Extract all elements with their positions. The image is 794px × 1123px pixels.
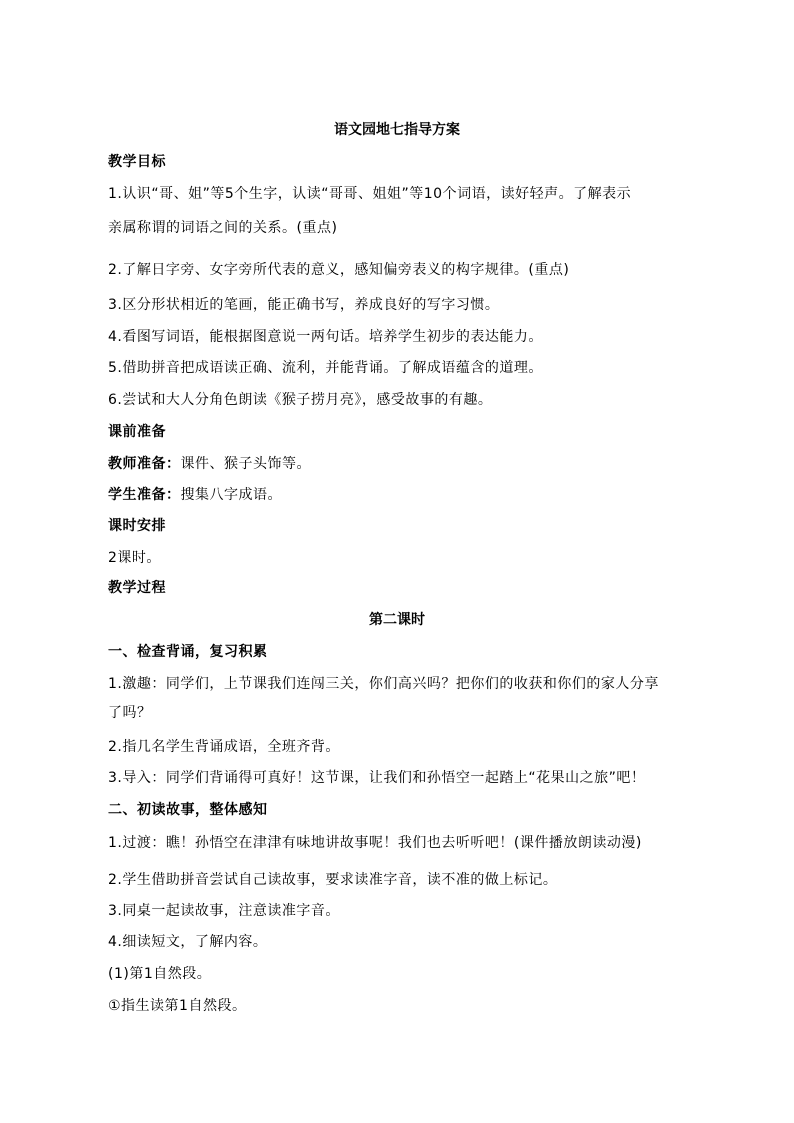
goal-6: 6.尝试和大人分角色朗读《猴子捞月亮》，感受故事的有趣。 <box>108 392 493 408</box>
heading-teaching-goals: 教学目标 <box>108 154 166 170</box>
section-2-item-4: 4.细读短文，了解内容。 <box>108 934 268 950</box>
student-preparation-label: 学生准备： <box>108 487 181 503</box>
section-2-subitem-1: (1)第1自然段。 <box>108 966 212 982</box>
goal-4: 4.看图写词语，能根据图意说一两句话。培养学生初步的表达能力。 <box>108 329 543 345</box>
lesson-title: 第二课时 <box>369 612 425 628</box>
teacher-preparation-text: 课件、猴子头饰等。 <box>180 456 311 472</box>
goal-3: 3.区分形状相近的笔画，能正确书写，养成良好的写字习惯。 <box>108 297 500 313</box>
student-preparation-text: 搜集八字成语。 <box>180 487 282 503</box>
section-1-item-3: 3.导入：同学们背诵得可真好！这节课，让我们和孙悟空一起踏上“花果山之旅”吧！ <box>108 770 646 786</box>
section-2-item-1: 1.过渡：瞧！孙悟空在津津有味地讲故事呢！我们也去听听吧！(课件播放朗读动漫) <box>108 835 642 851</box>
section-1-item-1-line-1: 1.激趣：同学们，上节课我们连闯三关，你们高兴吗？把你们的收获和你们的家人分享 <box>108 676 659 692</box>
heading-teaching-process: 教学过程 <box>108 580 166 596</box>
section-1-item-2: 2.指几名学生背诵成语，全班齐背。 <box>108 739 340 755</box>
heading-schedule: 课时安排 <box>108 518 166 534</box>
schedule-text: 2课时。 <box>108 550 161 566</box>
goal-1-line-1: 1.认识“哥、姐”等5个生字，认读“哥哥、姐姐”等10个词语，读好轻声。了解表示 <box>108 186 632 202</box>
goal-1-line-2: 亲属称谓的词语之间的关系。(重点) <box>108 220 338 236</box>
goal-5: 5.借助拼音把成语读正确、流利，并能背诵。了解成语蕴含的道理。 <box>108 360 543 376</box>
teacher-preparation <box>108 454 311 474</box>
document-title: 语文园地七指导方案 <box>334 122 460 138</box>
section-2-item-3: 3.同桌一起读故事，注意读准字音。 <box>108 903 340 919</box>
section-2-item-2: 2.学生借助拼音尝试自己读故事，要求读准字音，读不准的做上标记。 <box>108 872 558 888</box>
heading-preparation: 课前准备 <box>108 424 166 440</box>
section-1-item-1-line-2: 了吗？ <box>108 705 152 721</box>
section-2-subitem-1-step-1: ①指生读第1自然段。 <box>108 998 247 1014</box>
section-1-heading: 一、检查背诵，复习积累 <box>108 644 268 660</box>
section-2-heading: 二、初读故事，整体感知 <box>108 802 268 818</box>
teacher-preparation-label: 教师准备： <box>108 456 181 472</box>
student-preparation <box>108 485 282 505</box>
goal-2: 2.了解日字旁、女字旁所代表的意义，感知偏旁表义的构字规律。(重点) <box>108 262 570 278</box>
